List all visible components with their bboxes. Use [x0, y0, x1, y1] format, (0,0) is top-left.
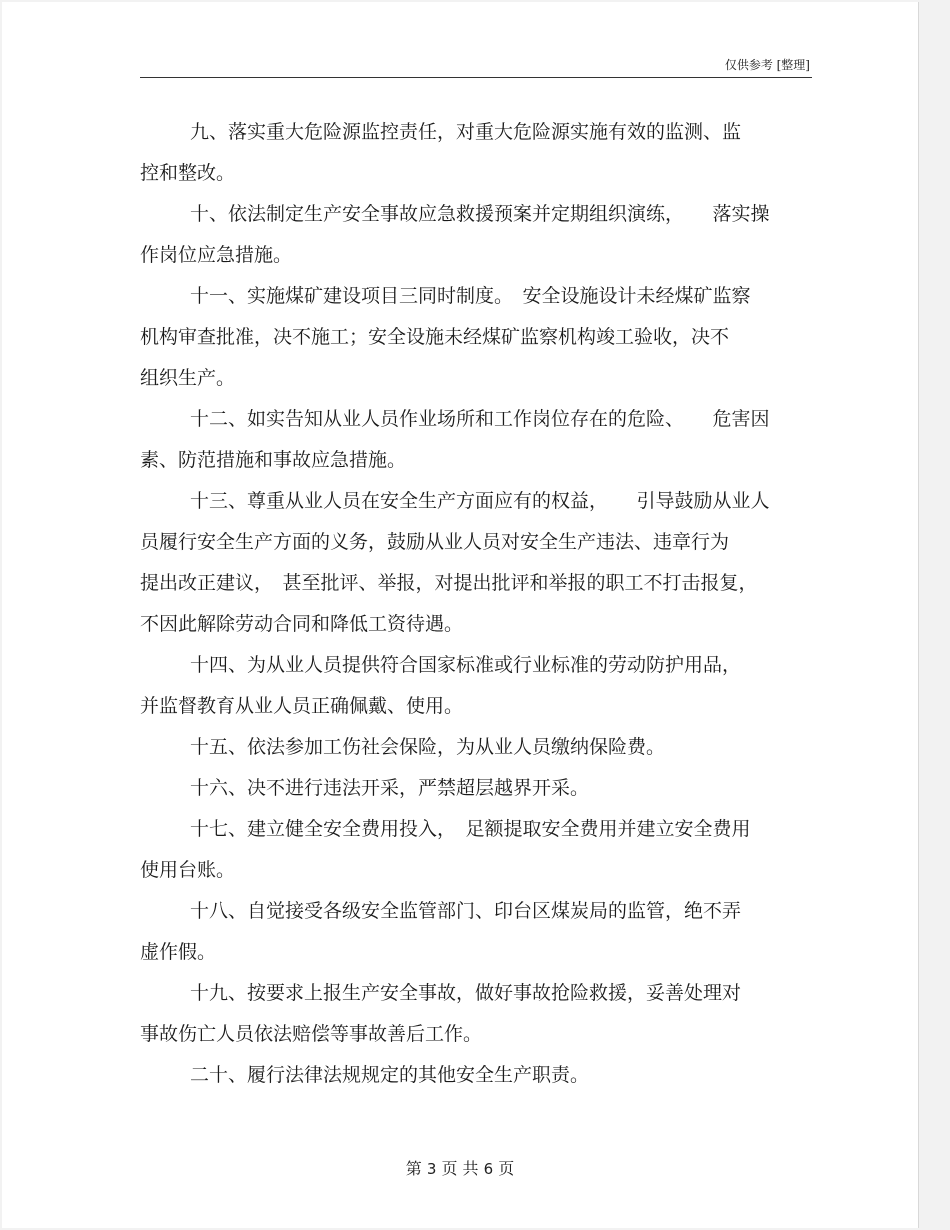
document-page	[2, 2, 919, 1228]
paragraph-line: 控和整改。	[140, 162, 236, 184]
paragraph-10	[140, 194, 812, 276]
paragraph-14	[140, 645, 812, 727]
paragraph-line: 使用台账。	[140, 859, 236, 881]
paragraph-line: 作岗位应急措施。	[140, 244, 293, 266]
paragraph-line: 不因此解除劳动合同和降低工资待遇。	[140, 613, 464, 635]
paragraph-19	[140, 973, 812, 1055]
paragraph-line: 九、落实重大危险源监控责任，对重大危险源实施有效的监测、监	[190, 121, 742, 143]
paragraph-13	[140, 481, 812, 645]
paragraph-16	[140, 768, 812, 809]
paragraph-line: 十八、自觉接受各级安全监管部门、印台区煤炭局的监管，绝不弄	[190, 900, 742, 922]
paragraph-line: 十二、如实告知从业人员作业场所和工作岗位存在的危险、 危害因	[190, 408, 770, 430]
paragraph-20	[140, 1055, 812, 1096]
paragraph-line: 员履行安全生产方面的义务，鼓励从业人员对安全生产违法、违章行为	[140, 531, 730, 553]
paragraph-line: 虚作假。	[140, 941, 217, 963]
paragraph-12	[140, 399, 812, 481]
paragraph-line: 十一、实施煤矿建设项目三同时制度。 安全设施设计未经煤矿监察	[190, 285, 751, 307]
paragraph-line: 素、防范措施和事故应急措施。	[140, 449, 407, 471]
paragraph-line: 十七、建立健全安全费用投入， 足额提取安全费用并建立安全费用	[190, 818, 751, 840]
document-body	[140, 112, 812, 1096]
paragraph-line: 十九、按要求上报生产安全事故，做好事故抢险救援，妥善处理对	[190, 982, 742, 1004]
header-note: 仅供参考 [整理]	[724, 58, 810, 72]
footer-middle: 页 共	[441, 1159, 479, 1178]
paragraph-line: 组织生产。	[140, 367, 236, 389]
paragraph-line: 十四、为从业人员提供符合国家标准或行业标准的劳动防护用品，	[190, 654, 742, 676]
current-page-number: 3	[426, 1160, 437, 1178]
header-divider	[140, 77, 812, 78]
paragraph-15	[140, 727, 812, 768]
paragraph-line: 十三、尊重从业人员在安全生产方面应有的权益， 引导鼓励从业人	[190, 490, 770, 512]
paragraph-line: 十五、依法参加工伤社会保险，为从业人员缴纳保险费。	[190, 736, 666, 758]
paragraph-line: 二十、履行法律法规规定的其他安全生产职责。	[190, 1064, 590, 1086]
paragraph-9	[140, 112, 812, 194]
footer-prefix: 第	[405, 1159, 422, 1178]
total-pages-number: 6	[483, 1160, 494, 1178]
paragraph-line: 十、依法制定生产安全事故应急救援预案并定期组织演练， 落实操	[190, 203, 770, 225]
paragraph-line: 并监督教育从业人员正确佩戴、使用。	[140, 695, 464, 717]
paragraph-line: 机构审查批准，决不施工；安全设施未经煤矿监察机构竣工验收，决不	[140, 326, 730, 348]
paragraph-line: 十六、决不进行违法开采，严禁超层越界开采。	[190, 777, 590, 799]
paragraph-line: 提出改正建议， 甚至批评、举报，对提出批评和举报的职工不打击报复，	[140, 572, 758, 594]
paragraph-11	[140, 276, 812, 399]
paragraph-17	[140, 809, 812, 891]
page-footer	[2, 1156, 918, 1179]
paragraph-line: 事故伤亡人员依法赔偿等事故善后工作。	[140, 1023, 483, 1045]
paragraph-18	[140, 891, 812, 973]
footer-suffix: 页	[498, 1159, 515, 1178]
